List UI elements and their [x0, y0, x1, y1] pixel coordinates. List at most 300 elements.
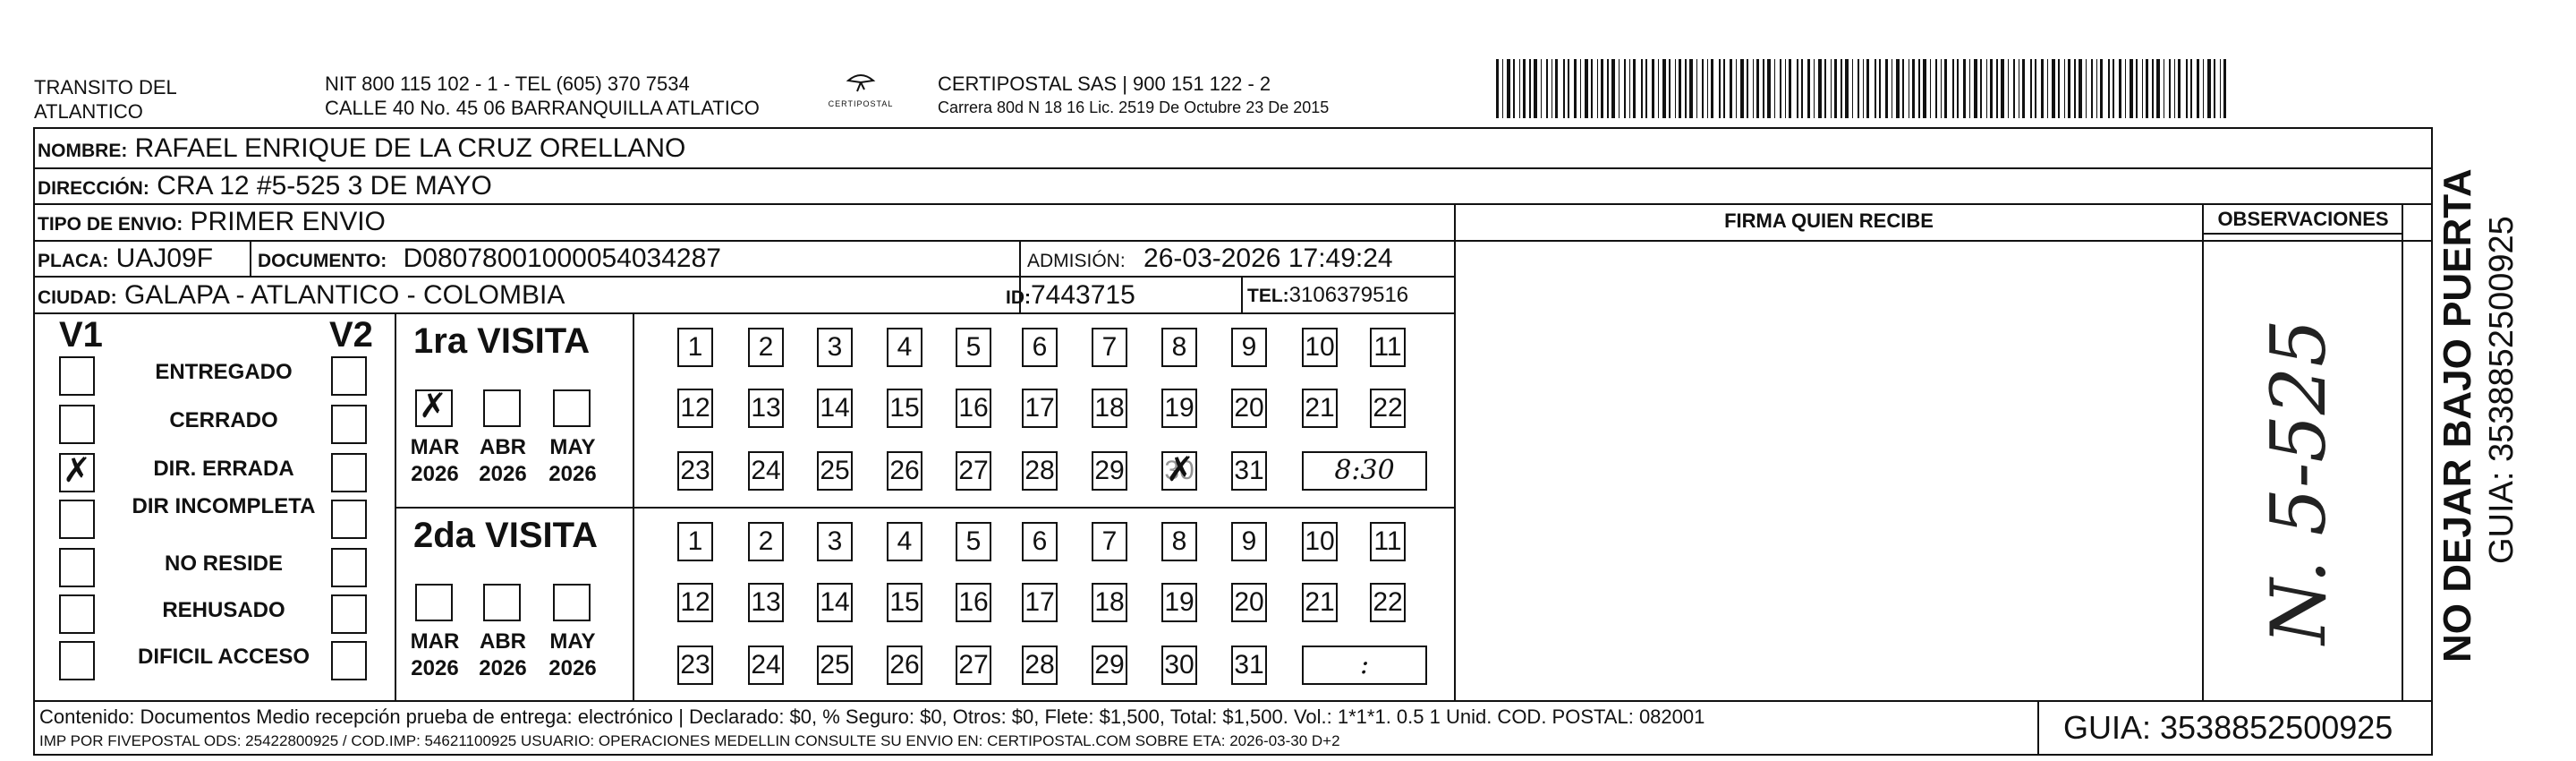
barcode-bar	[1797, 59, 1798, 118]
month-name: MAY	[549, 629, 596, 654]
ciudad-label: CIUDAD:	[38, 287, 117, 308]
month-label	[537, 628, 608, 682]
footer-guia-divider	[2037, 700, 2039, 756]
day-box[interactable]	[817, 522, 853, 561]
day-box[interactable]	[1161, 522, 1197, 561]
barcode-bar	[2022, 59, 2025, 118]
barcode-bar	[2130, 59, 2133, 118]
barcode-bar	[1529, 59, 1531, 118]
barcode-bar	[1658, 59, 1659, 118]
barcode-bar	[1944, 59, 1947, 118]
nombre-row	[38, 133, 685, 167]
day-box[interactable]	[1231, 646, 1267, 685]
month-label	[467, 434, 539, 488]
month-name: MAR	[410, 629, 460, 654]
barcode-bar	[1952, 59, 1954, 118]
status-divider	[395, 312, 396, 702]
day-number: 18	[1094, 587, 1125, 617]
barcode-bar	[1879, 59, 1881, 118]
tel-value: 3106379516	[1288, 283, 1409, 307]
tipo-value: PRIMER ENVIO	[190, 207, 386, 236]
day-box[interactable]	[1231, 328, 1267, 367]
placa-label: PLACA:	[38, 251, 109, 271]
day-box[interactable]	[1022, 522, 1058, 561]
barcode-bar	[1574, 59, 1577, 118]
day-box[interactable]	[1161, 646, 1197, 685]
month-checkbox[interactable]	[553, 389, 591, 427]
day-number: 4	[897, 526, 913, 556]
tipo-label: TIPO DE ENVIO:	[38, 214, 183, 235]
barcode-bar	[1801, 59, 1803, 118]
month-label	[467, 628, 539, 682]
day-box[interactable]	[748, 522, 784, 561]
day-box[interactable]	[1231, 451, 1267, 491]
barcode-bar	[1669, 59, 1671, 118]
day-number: 18	[1094, 393, 1125, 423]
address-line: CALLE 40 No. 45 06 BARRANQUILLA ATLATICO	[325, 97, 760, 119]
barcode-bar	[2052, 59, 2055, 118]
day-number: 17	[1024, 587, 1055, 617]
day-number: 5	[965, 526, 982, 556]
barcode-bar	[2064, 59, 2065, 118]
nombre-label: NOMBRE:	[38, 141, 128, 161]
barcode-bar	[2186, 59, 2188, 118]
barcode-bar	[2136, 59, 2138, 118]
day-box[interactable]	[677, 583, 713, 622]
barcode-bar	[1814, 59, 1815, 118]
barcode-bar	[1957, 59, 1959, 118]
barcode-bar	[1990, 59, 1993, 118]
status-label: DIR INCOMPLETA	[132, 494, 316, 518]
tel-label: TEL:	[1247, 286, 1289, 306]
v1-label: V1	[59, 315, 103, 355]
day-number: 20	[1234, 587, 1264, 617]
barcode-bar	[1866, 59, 1869, 118]
barcode-bar	[1785, 59, 1786, 118]
barcode-bar	[1980, 59, 1982, 118]
barcode-bar	[1541, 59, 1542, 118]
issuer-info	[325, 72, 760, 120]
day-box[interactable]	[1092, 522, 1127, 561]
day-box[interactable]	[1161, 389, 1197, 428]
month-checkbox[interactable]	[483, 389, 521, 427]
footer-guia-number: GUIA: 3538852500925	[2063, 709, 2393, 746]
day-box[interactable]	[956, 646, 991, 685]
day-box[interactable]	[1370, 328, 1406, 367]
placa-field	[38, 243, 213, 278]
courier-info	[938, 72, 1329, 119]
courier-line-2: Carrera 80d N 18 16 Lic. 2519 De Octubre 23 De 2015	[938, 98, 1330, 116]
barcode-bar	[1912, 59, 1915, 118]
day-box[interactable]	[1302, 328, 1338, 367]
barcode-bar	[1767, 59, 1771, 118]
day-box[interactable]	[956, 389, 991, 428]
day-number: 24	[751, 456, 781, 485]
id-label: ID:	[1006, 287, 1031, 308]
day-box[interactable]	[887, 646, 922, 685]
admision-value: 26-03-2026 17:49:24	[1143, 244, 1393, 273]
day-number: 30	[1164, 456, 1194, 485]
day-number: 7	[1101, 332, 1118, 362]
day-number: 25	[820, 456, 850, 485]
direccion-row	[38, 170, 492, 205]
barcode-bar	[2074, 59, 2076, 118]
barcode-bar	[1662, 59, 1666, 118]
day-number: 19	[1164, 393, 1194, 423]
day-number: 3	[827, 526, 843, 556]
barcode-bar	[1974, 59, 1977, 118]
day-number: 11	[1373, 526, 1402, 556]
barcode-bar	[1845, 59, 1849, 118]
obs-column-left	[2202, 203, 2204, 702]
tel-divider	[1241, 276, 1243, 314]
day-box[interactable]	[1022, 389, 1058, 428]
barcode-bar	[2047, 59, 2048, 118]
certipostal-logo-icon	[816, 72, 905, 108]
ciudad-field	[38, 279, 565, 314]
barcode-bar	[1633, 59, 1636, 118]
day-number: 22	[1373, 393, 1403, 423]
barcode-bar	[2079, 59, 2082, 118]
barcode-bar	[1601, 59, 1603, 118]
day-number: 20	[1234, 393, 1264, 423]
barcode-bar	[1513, 59, 1515, 118]
barcode-bar	[1685, 59, 1687, 118]
month-checkbox[interactable]	[483, 584, 521, 621]
barcode-bar	[1756, 59, 1759, 118]
day-number: 13	[751, 587, 781, 617]
day-number: 30	[1164, 650, 1194, 680]
row-divider	[33, 167, 2433, 169]
barcode-bar	[2108, 59, 2110, 118]
day-number: 6	[1032, 526, 1048, 556]
barcode-bar	[2001, 59, 2004, 118]
day-box[interactable]	[1022, 328, 1058, 367]
visit-title: 1ra VISITA	[413, 321, 591, 361]
day-box[interactable]	[677, 451, 713, 491]
barcode-bar	[2169, 59, 2171, 118]
day-box[interactable]	[1092, 328, 1127, 367]
day-box[interactable]	[956, 522, 991, 561]
day-number: 16	[958, 587, 989, 617]
day-box[interactable]	[677, 389, 713, 428]
tipo-envio-row	[38, 206, 386, 241]
barcode-bar	[1652, 59, 1654, 118]
day-box[interactable]	[817, 328, 853, 367]
obs-column-right	[2402, 203, 2403, 702]
documento-field	[258, 243, 721, 278]
day-box[interactable]	[677, 646, 713, 685]
day-number: 28	[1024, 650, 1055, 680]
day-number: 9	[1241, 332, 1257, 362]
day-number: 31	[1234, 456, 1264, 485]
barcode-bar	[2113, 59, 2114, 118]
barcode-bar	[1496, 59, 1499, 118]
day-box[interactable]	[817, 583, 853, 622]
barcode-bar	[1885, 59, 1888, 118]
day-number: 9	[1241, 526, 1257, 556]
barcode-bar	[1730, 59, 1732, 118]
placa-value: UAJ09F	[115, 244, 214, 273]
day-number: 17	[1024, 393, 1055, 423]
month-name: MAY	[549, 435, 596, 459]
day-box[interactable]	[887, 522, 922, 561]
placa-divider	[250, 240, 251, 278]
barcode-bar	[1585, 59, 1588, 118]
barcode-bar	[2119, 59, 2121, 118]
visit-divider	[395, 507, 1456, 509]
direccion-value: CRA 12 #5-525 3 DE MAYO	[157, 171, 492, 201]
month-checkbox[interactable]	[553, 584, 591, 621]
month-year: 2026	[479, 462, 527, 486]
observaciones-column-header: OBSERVACIONES	[2217, 208, 2389, 230]
barcode-bar	[1580, 59, 1581, 118]
barcode-bar	[1831, 59, 1832, 118]
footer-print-info: IMP POR FIVEPOSTAL ODS: 25422800925 / COD.IMP: 54621100925 USUARIO: OPERACIONES MEDELLIN CONSULTE SU ENVIO EN: CERTIPOSTAL.COM SOBRE ETA: 2026-03-30 D+2	[39, 732, 1340, 749]
day-number: 4	[897, 332, 913, 362]
day-box[interactable]	[956, 583, 991, 622]
footer-divider	[33, 700, 2433, 702]
barcode-bar	[1852, 59, 1853, 118]
barcode-bar	[1702, 59, 1704, 118]
barcode-bar	[1923, 59, 1926, 118]
direccion-label: DIRECCIÓN:	[38, 178, 149, 199]
day-number: 15	[889, 393, 920, 423]
barcode-bar	[1555, 59, 1558, 118]
company-line-1: TRANSITO DEL	[34, 76, 177, 98]
day-box[interactable]	[1231, 522, 1267, 561]
day-box[interactable]	[1370, 522, 1406, 561]
barcode-bar	[1941, 59, 1942, 118]
day-box[interactable]	[817, 389, 853, 428]
firma-column-left	[1454, 203, 1456, 702]
day-box[interactable]	[677, 522, 713, 561]
day-number: 27	[958, 456, 989, 485]
day-box[interactable]	[1092, 646, 1127, 685]
barcode-bar	[1723, 59, 1725, 118]
barcode-bar	[1675, 59, 1676, 118]
barcode-bar	[2035, 59, 2036, 118]
month-year: 2026	[411, 656, 459, 680]
day-number: 8	[1171, 332, 1187, 362]
barcode-bar	[1563, 59, 1565, 118]
day-number: 6	[1032, 332, 1048, 362]
barcode-bar	[1789, 59, 1791, 118]
day-number: 1	[687, 526, 703, 556]
day-box[interactable]	[817, 646, 853, 685]
barcode-bar	[2100, 59, 2103, 118]
barcode-bar	[1645, 59, 1647, 118]
barcode-bar	[2091, 59, 2093, 118]
barcode-bar	[1818, 59, 1822, 118]
nit-line: NIT 800 115 102 - 1 - TEL (605) 370 7534	[325, 73, 690, 95]
day-number: 10	[1305, 332, 1335, 362]
barcode-bar	[1969, 59, 1970, 118]
side-warning-text: NO DEJAR BAJO PUERTA	[2436, 168, 2479, 663]
day-box[interactable]	[956, 328, 991, 367]
visit-title: 2da VISITA	[413, 516, 598, 555]
barcode-bar	[1624, 59, 1626, 118]
id-field	[1006, 279, 1135, 314]
day-box[interactable]	[748, 389, 784, 428]
status-label: ENTREGADO	[155, 360, 293, 384]
barcode-bar	[2008, 59, 2009, 118]
day-number: 12	[680, 587, 710, 617]
visit-time-box[interactable]: :	[1302, 646, 1427, 685]
barcode-bar	[1607, 59, 1609, 118]
barcode-bar	[1996, 59, 1998, 118]
month-year: 2026	[479, 656, 527, 680]
day-box[interactable]	[1161, 583, 1197, 622]
month-year: 2026	[548, 656, 597, 680]
day-box[interactable]	[1370, 389, 1406, 428]
barcode-bar	[2178, 59, 2181, 118]
day-number: 14	[820, 587, 850, 617]
logo-caption: CERTIPOSTAL	[828, 99, 894, 108]
firma-column-header: FIRMA QUIEN RECIBE	[1724, 209, 1934, 232]
day-box[interactable]	[887, 328, 922, 367]
barcode-bar	[1963, 59, 1966, 118]
barcode-bar	[2152, 59, 2154, 118]
day-box[interactable]	[748, 451, 784, 491]
day-number: 1	[687, 332, 703, 362]
barcode-bar	[1507, 59, 1510, 118]
day-number: 31	[1234, 650, 1264, 680]
barcode-bar	[1707, 59, 1708, 118]
day-box[interactable]	[748, 328, 784, 367]
day-box[interactable]	[1161, 328, 1197, 367]
day-box[interactable]	[1092, 389, 1127, 428]
day-box[interactable]	[887, 451, 922, 491]
day-number: 23	[680, 650, 710, 680]
day-number: 25	[820, 650, 850, 680]
day-box[interactable]	[748, 583, 784, 622]
barcode-bar	[1902, 59, 1904, 118]
barcode-bar	[1523, 59, 1526, 118]
barcode-bar	[2156, 59, 2160, 118]
side-guia-number: GUIA: 3538852500925	[2483, 216, 2521, 564]
day-box[interactable]	[1022, 583, 1058, 622]
barcode-bar	[2220, 59, 2221, 118]
barcode-bar	[2013, 59, 2015, 118]
barcode-bar	[2125, 59, 2126, 118]
barcode-bar	[2203, 59, 2204, 118]
day-box[interactable]	[1092, 451, 1127, 491]
documento-value: D08078001000054034287	[403, 244, 721, 273]
day-box[interactable]	[1022, 451, 1058, 491]
day-number: 14	[820, 393, 850, 423]
day-number: 27	[958, 650, 989, 680]
day-number: 2	[758, 332, 774, 362]
day-number: 24	[751, 650, 781, 680]
status-label: DIR. ERRADA	[153, 457, 294, 481]
barcode-bar	[2086, 59, 2087, 118]
day-box[interactable]	[1370, 583, 1406, 622]
barcode-bar	[1568, 59, 1569, 118]
day-number: 21	[1305, 393, 1335, 423]
barcode-bar	[1736, 59, 1737, 118]
day-box[interactable]	[1022, 646, 1058, 685]
documento-label: DOCUMENTO:	[258, 251, 387, 271]
ciudad-value: GALAPA - ATLANTICO - COLOMBIA	[124, 280, 565, 310]
day-box[interactable]	[887, 389, 922, 428]
barcode-bar	[1834, 59, 1837, 118]
barcode-bar	[1753, 59, 1754, 118]
day-box[interactable]	[956, 451, 991, 491]
barcode-bar	[1863, 59, 1864, 118]
nombre-value: RAFAEL ENRIQUE DE LA CRUZ ORELLANO	[134, 133, 686, 163]
day-number: 2	[758, 526, 774, 556]
barcode-bar	[2068, 59, 2070, 118]
observation-note: N. 5-525	[2255, 319, 2342, 645]
day-box[interactable]	[1231, 583, 1267, 622]
status-label: CERRADO	[169, 408, 278, 432]
barcode-bar	[2096, 59, 2097, 118]
month-checkbox[interactable]	[415, 584, 453, 621]
day-box[interactable]	[887, 583, 922, 622]
barcode-bar	[1740, 59, 1744, 118]
day-box[interactable]	[1302, 389, 1338, 428]
day-number: 23	[680, 456, 710, 485]
day-box[interactable]	[677, 328, 713, 367]
barcode-bar	[1591, 59, 1593, 118]
visit-time-box[interactable]: 8:30	[1302, 451, 1427, 491]
observation-handwriting	[2219, 260, 2398, 689]
month-year: 2026	[548, 462, 597, 486]
month-name: ABR	[480, 435, 526, 459]
month-checkbox[interactable]	[415, 389, 453, 427]
barcode-bar	[2146, 59, 2148, 118]
barcode-bar	[1807, 59, 1810, 118]
barcode-bar	[2223, 59, 2226, 118]
month-name: ABR	[480, 629, 526, 654]
day-box[interactable]	[1302, 583, 1338, 622]
barcode-bar	[1611, 59, 1615, 118]
barcode-bar	[1780, 59, 1781, 118]
day-number: 21	[1305, 587, 1335, 617]
barcode-bar	[2214, 59, 2215, 118]
day-number: 11	[1373, 332, 1402, 362]
barcode-bar	[1629, 59, 1630, 118]
barcode-bar	[1930, 59, 1931, 118]
day-box[interactable]	[817, 451, 853, 491]
day-number: 16	[958, 393, 989, 423]
barcode-bar	[1824, 59, 1826, 118]
day-box[interactable]	[1231, 389, 1267, 428]
barcode-bar	[1546, 59, 1548, 118]
day-number: 3	[827, 332, 843, 362]
day-box[interactable]	[1092, 583, 1127, 622]
day-box[interactable]	[1302, 522, 1338, 561]
barcode-bar	[1986, 59, 1987, 118]
months-divider	[633, 312, 634, 702]
status-label: DIFICIL ACCESO	[137, 645, 310, 669]
month-name: MAR	[410, 435, 460, 459]
month-year: 2026	[411, 462, 459, 486]
barcode-bar	[1502, 59, 1503, 118]
barcode-bar	[1858, 59, 1859, 118]
barcode-bar	[1534, 59, 1537, 118]
day-number: 7	[1101, 526, 1118, 556]
day-number: 26	[889, 456, 920, 485]
barcode-bar	[1597, 59, 1598, 118]
day-box[interactable]	[1161, 451, 1197, 491]
day-number: 5	[965, 332, 982, 362]
barcode-bar	[1918, 59, 1920, 118]
barcode-bar	[1841, 59, 1842, 118]
barcode-bar	[1519, 59, 1520, 118]
day-box[interactable]	[748, 646, 784, 685]
